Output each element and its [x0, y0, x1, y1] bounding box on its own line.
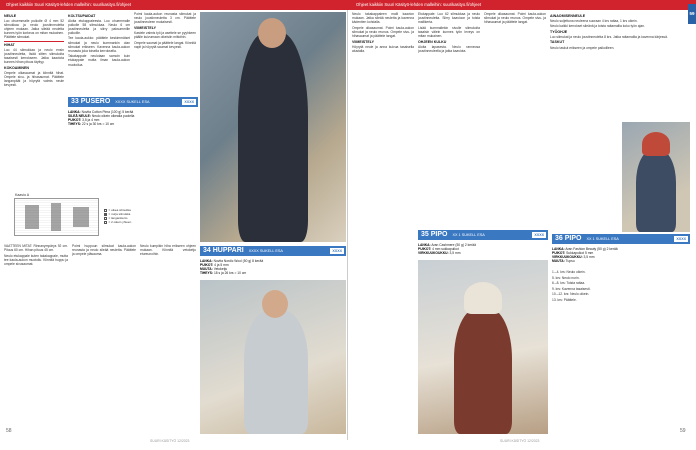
- model-head: [262, 290, 288, 318]
- pattern-title-34: [200, 246, 346, 256]
- heading-neule: NEULE: [4, 13, 17, 18]
- paragraph: Ompele olkasaumat. Poimi kaula-aukon silmukat ja neulo reunus. Ompele sivu- ja hihasaumat ja päättele langat.: [352, 25, 414, 38]
- heading-taskut: TASKUT: [550, 40, 565, 45]
- heading-hihat: HIHAT: [4, 43, 15, 48]
- pattern-name: HUPPARI: [212, 247, 244, 254]
- paragraph: Poimi kaula-aukon reunasta silmukat ja neulo joustinneuletta 3 cm. Päättele joustinneuleen mukaisesti.: [134, 12, 196, 25]
- paragraph: Neulo taskut erikseen ja ompele paikoilleen.: [550, 45, 615, 50]
- heading-koltsupaidat: KOLTSUPAIDAT: [68, 13, 96, 18]
- model-figure: [238, 32, 308, 242]
- knitting-chart-a: [14, 193, 99, 236]
- heading-kokoaminen: KOKOAMINEN: [4, 66, 29, 71]
- pattern-name: PIPO: [430, 231, 448, 238]
- paragraph: Aloita etukappaleesta. Luo ohuemmalle puikolle 58 silmukkaa. Neulo 6 cm joustinneuletta ja siirry paksummille puikoille.: [68, 18, 130, 35]
- chart-block: [73, 207, 89, 227]
- pattern-number: 36: [555, 235, 563, 242]
- heading-tyoohje: TYÖOHJE: [550, 29, 568, 34]
- paragraph: VAATTEEN MITAT: Rinnanympärys 92 cm. Pituus 60 cm. Hihan pituus 45 cm.: [4, 244, 68, 253]
- paragraph: Neulo takakappaleen malli kaavion mukaan. Jatka sileää neuletta ja kavenna kädentien kohdalla.: [352, 12, 414, 25]
- difficulty-badge: XXXX: [534, 233, 544, 237]
- material-row: SILEÄ NEULE: Neulo oikein oikealla puolella: [68, 114, 135, 119]
- right-steps-col: [552, 270, 690, 434]
- paragraph: Lisää kummallekin sivulle silmukoita tasaisin välein kunnes työn leveys on mitan mukainen.: [418, 25, 480, 38]
- pattern-34-materials: [200, 259, 346, 275]
- model-photo-beanie-a: [622, 122, 690, 232]
- left-col-2: [68, 12, 130, 94]
- paragraph: Luo ohuemmalle puikolle Ø 4 mm 52 silmukkaa ja neulo joustinneuletta ohjeen mukaan. Jatka sileää neuletta kunnes työn korkeus on mitan mukainen. Päättele silmukat.: [4, 18, 64, 39]
- pattern-name: PIPO: [564, 235, 582, 242]
- page-number-right: 59: [680, 428, 686, 434]
- material-row: LANKA: Aran Fashion Beauty (50 g) 2 kerää: [552, 247, 618, 251]
- material-row: PUIKOT: 4 ja 5 mm: [200, 263, 229, 268]
- pattern-size: XX 1 SUKELL ESA: [452, 233, 485, 237]
- material-row: VIRKKUUKOUKKU: 3,5 mm: [552, 255, 595, 260]
- pattern-size: XXXX SUKELL ESA: [248, 249, 283, 253]
- material-row: MUUTA: Vetoketju: [200, 267, 228, 272]
- model-photo-cardigan: [200, 12, 346, 242]
- pattern-title-33: [68, 97, 198, 107]
- divider: [4, 41, 64, 42]
- paragraph: Neulo kumpikin hiha erikseen ohjeen mukaan. Kiinnitä vetoketju etureunoihin.: [140, 244, 196, 257]
- paragraph: Takakappale neulotaan samoin kuin etukappale mutta ilman kaula-aukon muotoilua.: [68, 54, 130, 67]
- difficulty-badge: XXXX: [676, 237, 686, 241]
- material-row: PUIKOT: 3,5 ja 4 mm: [68, 118, 100, 123]
- pattern-number: 33: [71, 98, 79, 105]
- paragraph: Kastele valmis työ ja asettele se pyyhkeen päälle kuivumaan oikeisiin mittoihin.: [134, 30, 196, 39]
- paragraph: Aloita lapasesta. Neulo ranneosa joustinneuleella ja jatka kaaviota.: [418, 44, 480, 53]
- paragraph: Neulo suljettuna neuleena suoraan 4 krs raitaa, 1 krs oikein.: [550, 18, 638, 23]
- left-bottom-col-1: [4, 244, 68, 434]
- page-tab: 59: [688, 4, 696, 24]
- header-text-left: Ohjeet kaikkiin Suuri Käsityö-lehden malleihin: suurikasityo.fi/ohjeet: [6, 2, 131, 7]
- pattern-name: PUSERO: [80, 98, 111, 105]
- pattern-size: XXXX SUKELL ESA: [115, 100, 150, 104]
- step-line: 10.–12. krs: Neulo oikein.: [552, 292, 590, 297]
- material-row: LANKA: Novita Cotton Pima (100 g) 5 kerää: [68, 110, 134, 114]
- beanie: [464, 282, 502, 314]
- pattern-number: 35: [421, 231, 429, 238]
- step-line: 1.–4. krs: Neulo oikein.: [552, 270, 586, 274]
- right-col-1: [352, 12, 414, 434]
- legend-entry: = oikea silmukka: [104, 208, 194, 212]
- right-col-2: [418, 12, 480, 222]
- model-figure: [636, 150, 676, 232]
- pattern-35-materials: [418, 243, 548, 255]
- left-bottom-col-2: [72, 244, 136, 434]
- chart-legend: [104, 208, 194, 224]
- legend-entry: = nurja silmukka: [104, 212, 194, 216]
- footer-right: SUURI KÄSITYÖ 12/2023: [500, 439, 540, 443]
- right-col-3: [484, 12, 546, 222]
- difficulty-badge: XXXX: [332, 249, 342, 253]
- heading-ohjeen-kulku: OHJEEN KULKU: [418, 39, 447, 44]
- page-number-left: 58: [6, 428, 12, 434]
- header-text-right: Ohjeet kaikkiin Suuri Käsityö-lehden malleihin: suurikasityo.fi/ohjeet: [356, 2, 481, 7]
- legend-entry: = 2 oikein yhteen: [104, 220, 194, 224]
- material-row: LANKA: Novita Nordic Wool (50 g) 8 kerää: [200, 259, 264, 263]
- pattern-36-materials: [552, 247, 690, 263]
- model-figure: [454, 308, 512, 434]
- material-row: PUIKOT: Sukkapuikot 5 mm: [552, 251, 594, 256]
- heading-viimeistely: VIIMEISTELY: [134, 25, 157, 30]
- paragraph: Höyrytä neule ja anna kuivua tasaisella alustalla.: [352, 44, 414, 53]
- chart-block: [25, 205, 39, 229]
- step-line: 13. krs: Päättele.: [552, 297, 577, 302]
- difficulty-badge: XXXX: [184, 100, 194, 104]
- material-row: LANKA: Aran Cashmere (50 g) 2 kerää: [418, 243, 476, 247]
- step-line: 6.–8. krs: Toista raitaa.: [552, 281, 586, 286]
- left-bottom-col-3: [140, 244, 196, 434]
- material-row: TIHEYS: 18 s ja 26 krs = 10 cm: [200, 271, 247, 276]
- material-row: TIHEYS: 22 s ja 30 krs = 10 cm: [68, 122, 115, 127]
- beanie: [642, 132, 670, 156]
- model-photo-hoodie: [200, 280, 346, 434]
- model-figure: [244, 310, 308, 434]
- left-col-1: [4, 12, 64, 182]
- paragraph: Ompele olkasaumat. Poimi kaula-aukon silmukat ja neulo reunus. Ompele sivu- ja hihasaumat ja päättele langat.: [484, 12, 546, 25]
- pattern-title-35: [418, 230, 548, 240]
- chart-caption: Kaavio A: [15, 193, 30, 197]
- pattern-size: XX 1 SUKELL ESA: [586, 237, 619, 241]
- material-row: PUIKOT: 4 mm sukkapuikot: [418, 247, 459, 252]
- paragraph: Poimi huppuun silmukat kaula-aukon reunasta ja neulo sileää neuletta. Päättele ja ompele yläsauma.: [72, 244, 136, 257]
- pattern-33-materials: [68, 110, 198, 126]
- left-page: [4, 12, 346, 438]
- page-header-bar: [0, 0, 696, 10]
- footer-left: SUURI KÄSITYÖ 12/2023: [150, 439, 190, 443]
- paragraph: Tee kaula-aukko: päättele keskimmäiset silmukat ja neulo kummankin olan silmukat erikseen. Kavenna kaula-aukon reunasta joka toisella kerroksella.: [68, 36, 130, 53]
- paragraph: Neulo etukappale kuten takakappale, mutta tee kaula-aukon muotoilu. Kiinnitä huppu ja ompele sivusaumat.: [4, 253, 68, 266]
- material-row: VIRKKUUKOUKKU: 3,5 mm: [418, 251, 461, 256]
- material-row: MUUTA: Tupsu: [552, 259, 575, 264]
- left-col-3: [134, 12, 196, 94]
- paragraph: Etukappale: Luo 62 silmukkaa ja neulo joustinneuletta. Siirry kaavioon ja toista mallikerta.: [418, 12, 480, 25]
- paragraph: Ompele olkasaumat ja kiinnitä hihat. Ompele sivu- ja hihasaumat. Päättele langanpäät ja höyrytä valmis neule kevyesti.: [4, 71, 64, 88]
- magazine-spread: [0, 12, 696, 438]
- model-photo-beanie-b: [418, 260, 548, 434]
- paragraph: Ompele saumat ja päättele langat. Kiinnitä napit ja höyrytä saumat kevyesti.: [134, 40, 196, 49]
- right-col-4: [550, 12, 690, 122]
- heading-viimeistely: VIIMEISTELY: [352, 39, 375, 44]
- model-head: [258, 18, 286, 48]
- chart-block: [51, 203, 61, 231]
- right-page: [352, 12, 694, 438]
- legend-entry: = langankierto: [104, 216, 194, 220]
- paragraph: Luo silmukat ja neulo joustinneuletta 8 krs. Jatka raitamallia ja kavenna kärjessä.: [550, 34, 668, 39]
- heading-ainaomisenneule: AINAOMISENNEULE: [550, 13, 586, 18]
- pattern-title-36: [552, 234, 690, 244]
- step-line: 5. krs: Neulo nurin.: [552, 275, 580, 280]
- step-line: 9. krs: Kavenna tasaisesti.: [552, 286, 591, 291]
- paragraph: Neulo kaikki kerrokset sileänä ja toista raitamallia koko työn ajan.: [550, 24, 645, 29]
- pattern-number: 34: [203, 247, 211, 254]
- paragraph: Luo 44 silmukkaa ja neulo ensin joustinneuletta, lisää sitten silmukoita tasaisesti kerrokseen. Jatka kaaviota kunnes hihan pituus täyttyy.: [4, 48, 64, 65]
